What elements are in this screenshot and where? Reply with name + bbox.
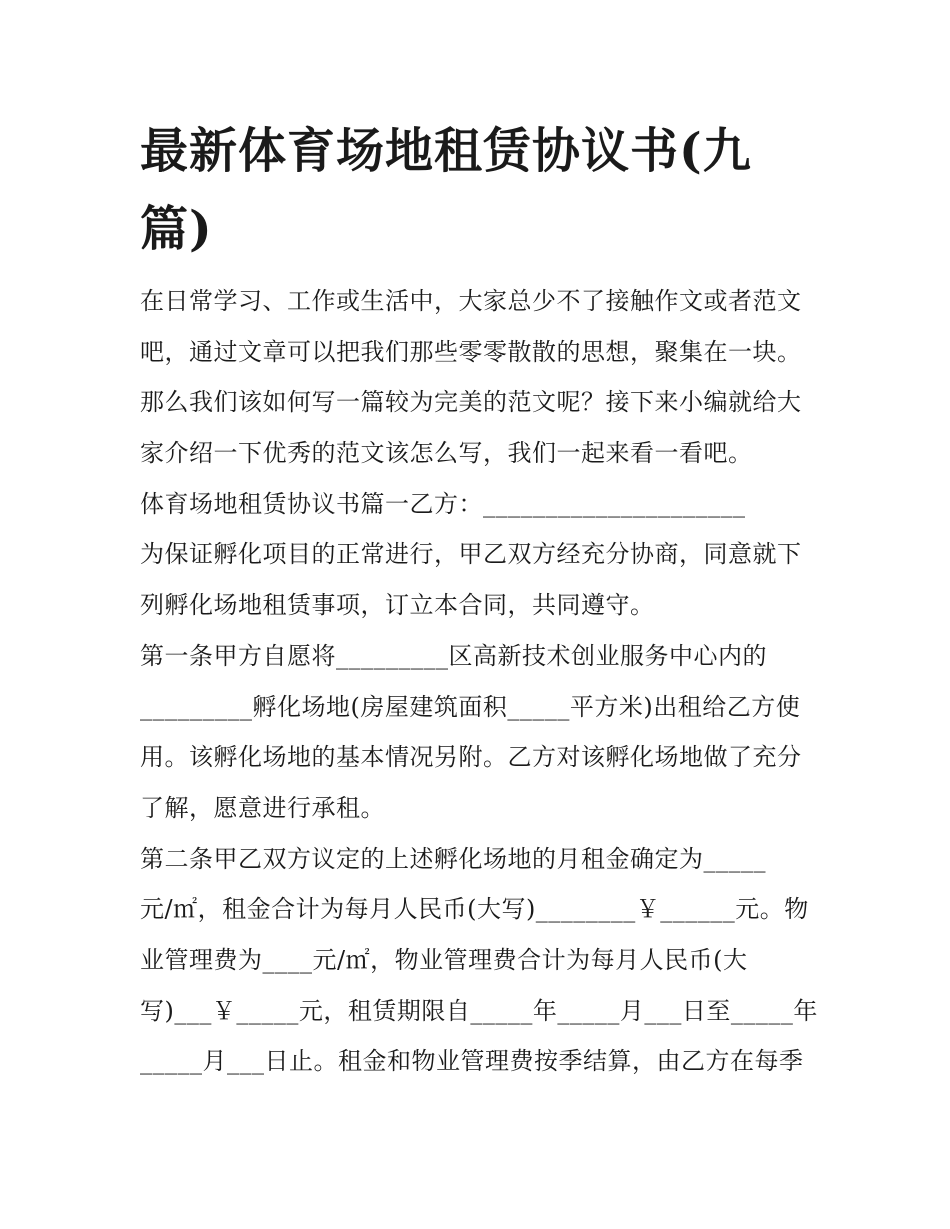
title-line: 篇) <box>140 201 213 257</box>
clause-line: 用。该孵化场地的基本情况另附。乙方对该孵化场地做了充分 <box>140 743 802 772</box>
body-line: 列孵化场地租赁事项，订立本合同，共同遵守。 <box>140 591 655 620</box>
section-heading-line: 体育场地租赁协议书篇一乙方：_____________________ <box>140 489 746 518</box>
clause-line: _____月___日止。租金和物业管理费按季结算，由乙方在每季 <box>140 1047 804 1076</box>
clause-line: 业管理费为____元/㎡，物业管理费合计为每月人民币(大 <box>140 945 748 974</box>
body-line: 在日常学习、工作或生活中，大家总少不了接触作文或者范文 <box>140 287 802 315</box>
clause-line: 元/㎡，租金合计为每月人民币(大写)________￥______元。物 <box>140 895 809 924</box>
document-title <box>140 112 830 268</box>
title-line: 最新体育场地租赁协议书(九 <box>140 123 752 179</box>
clause-line: 写)___￥_____元，租赁期限自_____年_____月___日至_____年 <box>140 996 818 1025</box>
body-line: 家介绍一下优秀的范文该怎么写，我们一起来看一看吧。 <box>140 439 753 468</box>
body-line: 为保证孵化项目的正常进行，甲乙双方经充分协商，同意就下 <box>140 540 802 569</box>
document-body <box>140 276 830 1087</box>
clause-line: 第一条甲方自愿将_________区高新技术创业服务中心内的 <box>140 641 767 670</box>
clause-line: _________孵化场地(房屋建筑面积_____平方米)出租给乙方使 <box>140 692 801 721</box>
clause-line: 第二条甲乙双方议定的上述孵化场地的月租金确定为_____ <box>140 844 766 873</box>
body-line: 那么我们该如何写一篇较为完美的范文呢？接下来小编就给大 <box>140 388 802 417</box>
body-line: 吧，通过文章可以把我们那些零零散散的思想，聚集在一块。 <box>140 337 802 366</box>
clause-line: 了解，愿意进行承租。 <box>140 793 385 822</box>
